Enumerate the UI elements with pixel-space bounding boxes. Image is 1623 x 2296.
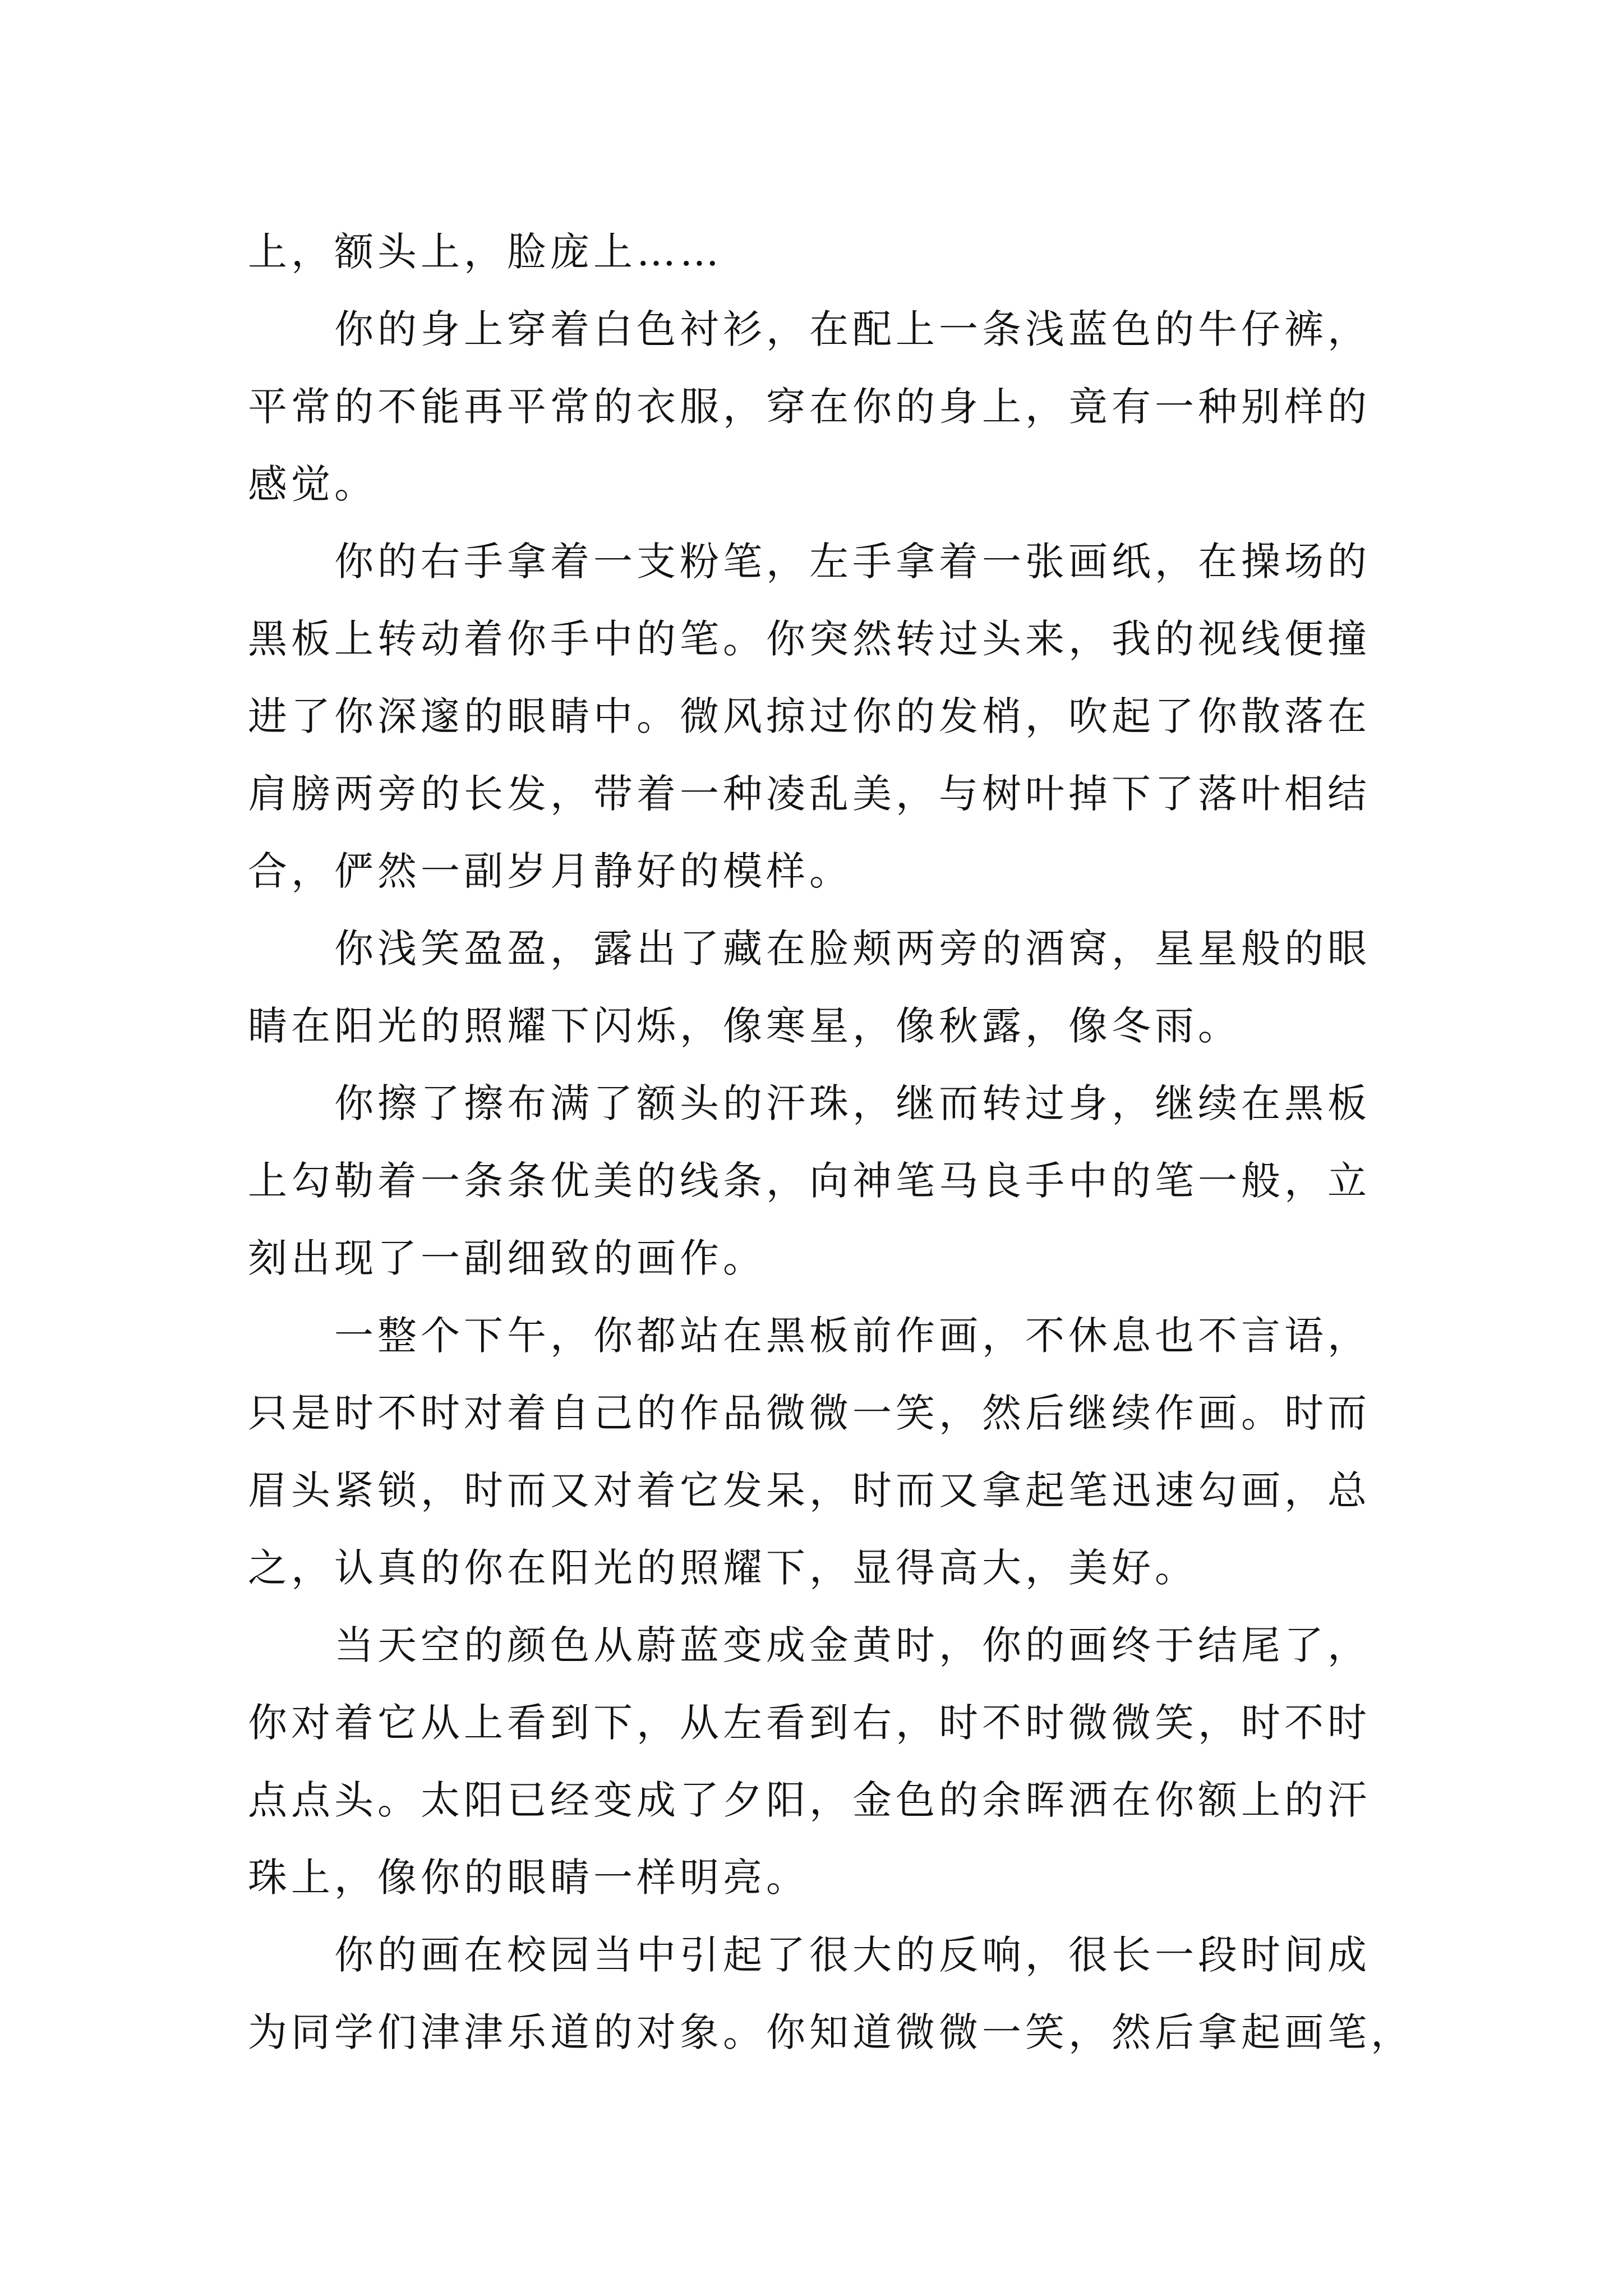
text-line: 平常的不能再平常的衣服，穿在你的身上，竟有一种别样的	[248, 384, 1371, 430]
text-line: 你的右手拿着一支粉笔，左手拿着一张画纸，在操场的	[334, 539, 1371, 585]
text-line: 肩膀两旁的长发，带着一种凌乱美，与树叶掉下了落叶相结	[248, 771, 1371, 817]
text-line: 你的画在校园当中引起了很大的反响，很长一段时间成	[334, 1932, 1371, 1978]
text-line: 点点头。太阳已经变成了夕阳，金色的余晖洒在你额上的汗	[248, 1777, 1371, 1823]
text-line: 珠上，像你的眼睛一样明亮。	[248, 1855, 809, 1901]
text-line: 你的身上穿着白色衬衫，在配上一条浅蓝色的牛仔裤，	[334, 306, 1371, 352]
text-line: 感觉。	[248, 461, 377, 507]
text-line: 进了你深邃的眼睛中。微风掠过你的发梢，吹起了你散落在	[248, 693, 1371, 739]
text-line: 你对着它从上看到下，从左看到右，时不时微微笑，时不时	[248, 1700, 1371, 1746]
text-line: 只是时不时对着自己的作品微微一笑，然后继续作画。时而	[248, 1390, 1371, 1436]
text-line: 为同学们津津乐道的对象。你知道微微一笑，然后拿起画笔，	[248, 2009, 1414, 2055]
text-line: 刻出现了一副细致的画作。	[248, 1235, 766, 1281]
text-line: 你浅笑盈盈，露出了藏在脸颊两旁的酒窝，星星般的眼	[334, 926, 1371, 972]
text-line: 睛在阳光的照耀下闪烁，像寒星，像秋露，像冬雨。	[248, 1003, 1241, 1049]
body-text	[248, 213, 1414, 2071]
text-line: 眉头紧锁，时而又对着它发呆，时而又拿起笔迅速勾画，总	[248, 1467, 1371, 1513]
text-line: 之，认真的你在阳光的照耀下，显得高大，美好。	[248, 1545, 1198, 1591]
text-line: 上，额头上，脸庞上……	[248, 229, 723, 275]
text-line: 一整个下午，你都站在黑板前作画，不休息也不言语，	[334, 1313, 1371, 1359]
text-line: 合，俨然一副岁月静好的模样。	[248, 848, 852, 894]
text-line: 你擦了擦布满了额头的汗珠，继而转过身，继续在黑板	[334, 1080, 1371, 1126]
text-line: 黑板上转动着你手中的笔。你突然转过头来，我的视线便撞	[248, 616, 1371, 662]
text-line: 上勾勒着一条条优美的线条，向神笔马良手中的笔一般，立	[248, 1158, 1371, 1204]
text-line: 当天空的颜色从蔚蓝变成金黄时，你的画终于结尾了，	[334, 1622, 1371, 1668]
